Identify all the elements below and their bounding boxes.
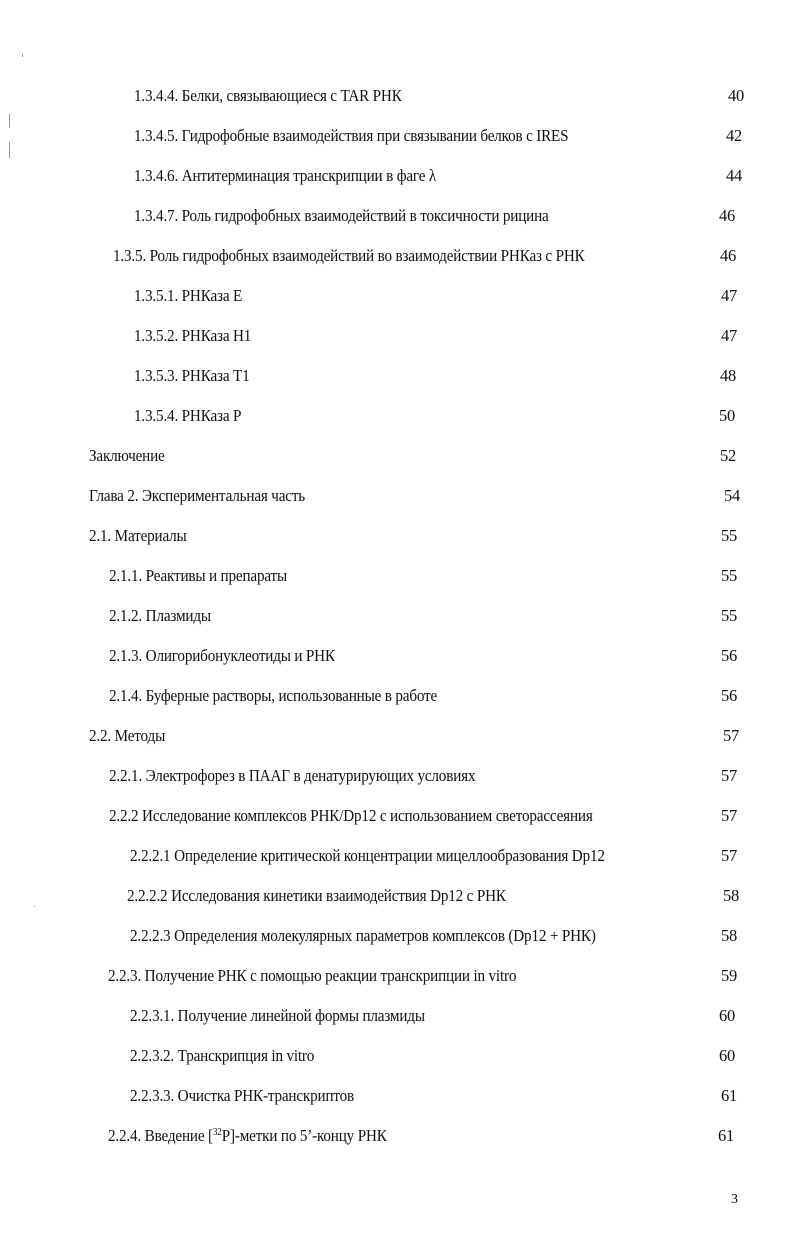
toc-entry-title: 2.1.1. Реактивы и препараты — [109, 566, 287, 585]
toc-entry-page: 59 — [721, 966, 738, 985]
toc-entry — [0, 244, 796, 268]
toc-entry-page: 57 — [721, 806, 738, 825]
toc-entry-title-suffix: P]-метки по 5’-концу РНК — [221, 1126, 387, 1145]
toc-entry — [0, 444, 796, 468]
toc-entry-page: 58 — [723, 886, 740, 905]
toc-entry — [0, 204, 796, 228]
isotope-superscript: 32 — [212, 1127, 222, 1138]
toc-entry — [0, 1124, 796, 1148]
toc-entry-page: 48 — [720, 366, 737, 385]
toc-entry-page: 55 — [721, 606, 738, 625]
toc-entry-title: 2.2.2.2 Исследования кинетики взаимодействия Dp12 с РНК — [127, 886, 506, 905]
toc-entry — [0, 484, 796, 508]
toc-entry-page: 61 — [718, 1126, 735, 1145]
toc-entry-page: 50 — [719, 406, 736, 425]
toc-entry — [0, 404, 796, 428]
toc-entry — [0, 684, 796, 708]
toc-entry-page: 44 — [726, 166, 743, 185]
toc-entry — [0, 1044, 796, 1068]
toc-entry-title: 1.3.5.1. РНКаза E — [134, 286, 243, 305]
toc-entry — [0, 564, 796, 588]
toc-entry — [0, 804, 796, 828]
toc-entry — [0, 964, 796, 988]
toc-entry-page: 42 — [726, 126, 743, 145]
toc-entry-page: 54 — [724, 486, 741, 505]
toc-entry-title: 2.2.2 Исследование комплексов РНК/Dp12 с использованием светорассеяния — [109, 806, 593, 825]
toc-entry-title: 2.2.3.3. Очистка РНК-транскриптов — [130, 1086, 355, 1105]
toc-entry — [0, 924, 796, 948]
toc-entry-page: 60 — [719, 1046, 736, 1065]
toc-entry-page: 52 — [720, 446, 737, 465]
toc-entry-title: Заключение — [89, 446, 165, 465]
toc-entry — [0, 1084, 796, 1108]
toc-entry-title: 1.3.5.3. РНКаза T1 — [134, 366, 250, 385]
toc-entry-title: 2.2.3.1. Получение линейной формы плазмиды — [130, 1006, 425, 1025]
toc-entry-title: 2.1.4. Буферные растворы, использованные в работе — [109, 686, 438, 705]
toc-entry-page: 47 — [721, 286, 738, 305]
toc-entry — [0, 364, 796, 388]
toc-entry-title: 1.3.4.6. Антитерминация транскрипции в фаге λ — [134, 166, 437, 185]
toc-entry-page: 57 — [723, 726, 740, 745]
toc-entry-title: 1.3.4.7. Роль гидрофобных взаимодействий в токсичности рицина — [134, 206, 549, 225]
toc-entry-page: 60 — [719, 1006, 736, 1025]
toc-entry-page: 61 — [721, 1086, 738, 1105]
toc-entry — [0, 284, 796, 308]
toc-entry-page: 57 — [721, 766, 738, 785]
toc-entry-title: 2.1. Материалы — [89, 526, 187, 545]
toc-entry-title: 2.2.2.1 Определение критической концентрации мицеллообразования Dp12 — [130, 846, 605, 865]
toc-entry-title-prefix: 2.2.4. Введение [ — [108, 1126, 213, 1145]
toc-entry-page: 40 — [728, 86, 745, 105]
toc-entry — [0, 124, 796, 148]
toc-entry-title: 2.2.3.2. Транскрипция in vitro — [130, 1046, 315, 1065]
toc-entry-title: 1.3.4.5. Гидрофобные взаимодействия при связывании белков с IRES — [134, 126, 569, 145]
toc-entry-page: 56 — [721, 686, 738, 705]
toc-entry — [0, 1004, 796, 1028]
toc-entry-page: 46 — [719, 206, 736, 225]
toc-entry-title: 2.2.2.3 Определения молекулярных параметров комплексов (Dp12 + РНК) — [130, 926, 596, 945]
toc-entry-title: 1.3.5.4. РНКаза P — [134, 406, 242, 425]
toc-entry — [0, 524, 796, 548]
toc-entry-page: 55 — [721, 526, 738, 545]
toc-entry — [0, 764, 796, 788]
toc-entry-title: 2.2.1. Электрофорез в ПААГ в денатурирующих условиях — [109, 766, 476, 785]
toc-entry — [0, 164, 796, 188]
toc-entry-title: 2.2.3. Получение РНК с помощью реакции транскрипции in vitro — [108, 966, 517, 985]
toc-entry — [0, 644, 796, 668]
toc-entry-page: 56 — [721, 646, 738, 665]
toc-entry — [0, 884, 796, 908]
toc-entry-title: Глава 2. Экспериментальная часть — [89, 486, 306, 505]
toc-entry-page: 57 — [721, 846, 738, 865]
toc-entry — [0, 84, 796, 108]
scan-artifact-mark — [22, 54, 23, 57]
toc-entry-title: 1.3.5. Роль гидрофобных взаимодействий во взаимодействии РНКаз с РНК — [113, 246, 585, 265]
toc-entry — [0, 324, 796, 348]
toc-entry — [0, 604, 796, 628]
toc-entry-page: 47 — [721, 326, 738, 345]
toc-entry-title — [108, 1124, 387, 1148]
toc-entry-title: 2.1.3. Олигорибонуклеотиды и РНК — [109, 646, 335, 665]
toc-entry-title: 2.2. Методы — [89, 726, 166, 745]
page-number: 3 — [731, 1192, 738, 1207]
toc-entry-page: 58 — [721, 926, 738, 945]
toc-entry — [0, 844, 796, 868]
toc-entry-title: 1.3.4.4. Белки, связывающиеся с TAR РНК — [134, 86, 402, 105]
toc-entry-page: 55 — [721, 566, 738, 585]
toc-entry-title: 1.3.5.2. РНКаза H1 — [134, 326, 252, 345]
toc-entry-page: 46 — [720, 246, 737, 265]
toc-entry-title: 2.1.2. Плазмиды — [109, 606, 211, 625]
toc-entry — [0, 724, 796, 748]
